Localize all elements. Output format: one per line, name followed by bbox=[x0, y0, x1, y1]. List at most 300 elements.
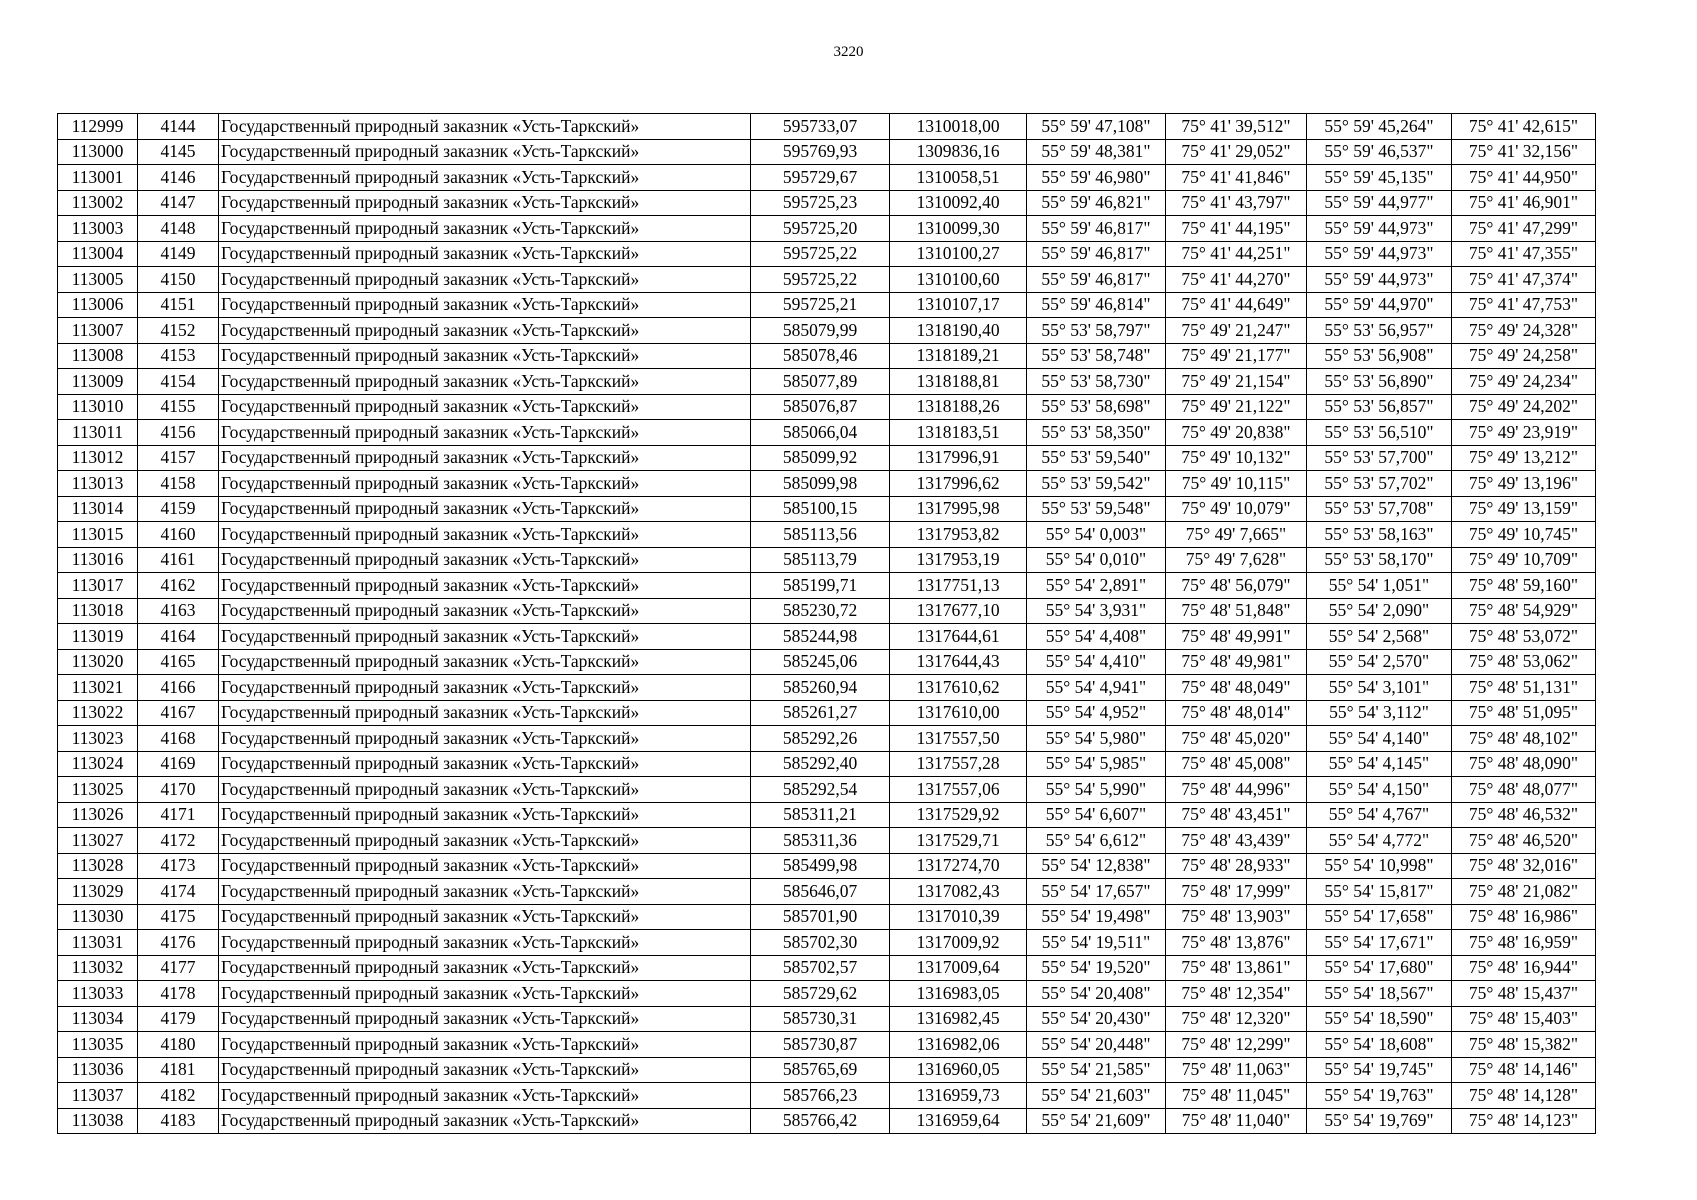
reserve-name-cell: Государственный природный заказник «Усть-Таркский» bbox=[219, 573, 751, 599]
y-coordinate-cell: 1317677,10 bbox=[890, 598, 1027, 624]
longitude-2-cell: 75° 48' 15,382" bbox=[1452, 1032, 1596, 1058]
latitude-1-cell: 55° 54' 6,607" bbox=[1027, 802, 1166, 828]
point-number-cell: 4181 bbox=[138, 1057, 219, 1083]
y-coordinate-cell: 1317557,06 bbox=[890, 777, 1027, 803]
row-number-cell: 113024 bbox=[58, 751, 138, 777]
latitude-1-cell: 55° 54' 17,657" bbox=[1027, 879, 1166, 905]
page-number: 3220 bbox=[833, 44, 864, 60]
point-number-cell: 4171 bbox=[138, 802, 219, 828]
table-row bbox=[58, 190, 1596, 216]
point-number-cell: 4179 bbox=[138, 1006, 219, 1032]
latitude-2-cell: 55° 53' 57,708" bbox=[1307, 496, 1452, 522]
longitude-1-cell: 75° 49' 20,838" bbox=[1166, 420, 1307, 446]
point-number-cell: 4148 bbox=[138, 216, 219, 242]
longitude-1-cell: 75° 41' 39,512" bbox=[1166, 114, 1307, 140]
reserve-name-cell: Государственный природный заказник «Усть-Таркский» bbox=[219, 369, 751, 395]
latitude-1-cell: 55° 54' 5,985" bbox=[1027, 751, 1166, 777]
table-row bbox=[58, 675, 1596, 701]
row-number-cell: 113031 bbox=[58, 930, 138, 956]
row-number-cell: 113013 bbox=[58, 471, 138, 497]
latitude-2-cell: 55° 54' 17,680" bbox=[1307, 955, 1452, 981]
y-coordinate-cell: 1317953,82 bbox=[890, 522, 1027, 548]
point-number-cell: 4161 bbox=[138, 547, 219, 573]
longitude-2-cell: 75° 41' 46,901" bbox=[1452, 190, 1596, 216]
reserve-name-cell: Государственный природный заказник «Усть-Таркский» bbox=[219, 802, 751, 828]
longitude-1-cell: 75° 41' 44,649" bbox=[1166, 292, 1307, 318]
x-coordinate-cell: 585078,46 bbox=[751, 343, 890, 369]
latitude-2-cell: 55° 59' 46,537" bbox=[1307, 139, 1452, 165]
latitude-1-cell: 55° 54' 20,430" bbox=[1027, 1006, 1166, 1032]
reserve-name-cell: Государственный природный заказник «Усть-Таркский» bbox=[219, 751, 751, 777]
table-row bbox=[58, 828, 1596, 854]
row-number-cell: 113009 bbox=[58, 369, 138, 395]
longitude-1-cell: 75° 48' 12,299" bbox=[1166, 1032, 1307, 1058]
y-coordinate-cell: 1317610,62 bbox=[890, 675, 1027, 701]
latitude-1-cell: 55° 53' 58,730" bbox=[1027, 369, 1166, 395]
table-row bbox=[58, 1057, 1596, 1083]
y-coordinate-cell: 1318190,40 bbox=[890, 318, 1027, 344]
latitude-1-cell: 55° 54' 4,941" bbox=[1027, 675, 1166, 701]
x-coordinate-cell: 585099,98 bbox=[751, 471, 890, 497]
latitude-1-cell: 55° 54' 20,448" bbox=[1027, 1032, 1166, 1058]
reserve-name-cell: Государственный природный заказник «Усть-Таркский» bbox=[219, 445, 751, 471]
row-number-cell: 113021 bbox=[58, 675, 138, 701]
longitude-1-cell: 75° 49' 7,628" bbox=[1166, 547, 1307, 573]
latitude-2-cell: 55° 53' 57,702" bbox=[1307, 471, 1452, 497]
longitude-2-cell: 75° 48' 59,160" bbox=[1452, 573, 1596, 599]
latitude-1-cell: 55° 59' 46,821" bbox=[1027, 190, 1166, 216]
longitude-2-cell: 75° 48' 16,959" bbox=[1452, 930, 1596, 956]
longitude-1-cell: 75° 48' 13,876" bbox=[1166, 930, 1307, 956]
reserve-name-cell: Государственный природный заказник «Усть-Таркский» bbox=[219, 114, 751, 140]
table-row bbox=[58, 802, 1596, 828]
latitude-1-cell: 55° 54' 20,408" bbox=[1027, 981, 1166, 1007]
latitude-1-cell: 55° 59' 46,817" bbox=[1027, 267, 1166, 293]
reserve-name-cell: Государственный природный заказник «Усть-Таркский» bbox=[219, 1108, 751, 1134]
longitude-2-cell: 75° 41' 42,615" bbox=[1452, 114, 1596, 140]
row-number-cell: 113018 bbox=[58, 598, 138, 624]
x-coordinate-cell: 595769,93 bbox=[751, 139, 890, 165]
point-number-cell: 4166 bbox=[138, 675, 219, 701]
reserve-name-cell: Государственный природный заказник «Усть-Таркский» bbox=[219, 420, 751, 446]
row-number-cell: 113010 bbox=[58, 394, 138, 420]
latitude-2-cell: 55° 54' 3,101" bbox=[1307, 675, 1452, 701]
longitude-1-cell: 75° 48' 48,014" bbox=[1166, 700, 1307, 726]
y-coordinate-cell: 1317996,62 bbox=[890, 471, 1027, 497]
table-row bbox=[58, 955, 1596, 981]
x-coordinate-cell: 585099,92 bbox=[751, 445, 890, 471]
x-coordinate-cell: 595729,67 bbox=[751, 165, 890, 191]
longitude-1-cell: 75° 49' 21,122" bbox=[1166, 394, 1307, 420]
longitude-1-cell: 75° 48' 11,040" bbox=[1166, 1108, 1307, 1134]
row-number-cell: 113015 bbox=[58, 522, 138, 548]
row-number-cell: 113033 bbox=[58, 981, 138, 1007]
reserve-name-cell: Государственный природный заказник «Усть-Таркский» bbox=[219, 343, 751, 369]
y-coordinate-cell: 1316982,45 bbox=[890, 1006, 1027, 1032]
reserve-name-cell: Государственный природный заказник «Усть-Таркский» bbox=[219, 292, 751, 318]
reserve-name-cell: Государственный природный заказник «Усть-Таркский» bbox=[219, 139, 751, 165]
latitude-1-cell: 55° 54' 2,891" bbox=[1027, 573, 1166, 599]
x-coordinate-cell: 595725,22 bbox=[751, 267, 890, 293]
table-row bbox=[58, 114, 1596, 140]
point-number-cell: 4180 bbox=[138, 1032, 219, 1058]
x-coordinate-cell: 585261,27 bbox=[751, 700, 890, 726]
reserve-name-cell: Государственный природный заказник «Усть-Таркский» bbox=[219, 1083, 751, 1109]
longitude-2-cell: 75° 48' 32,016" bbox=[1452, 853, 1596, 879]
longitude-2-cell: 75° 49' 24,328" bbox=[1452, 318, 1596, 344]
latitude-2-cell: 55° 54' 19,745" bbox=[1307, 1057, 1452, 1083]
row-number-cell: 113017 bbox=[58, 573, 138, 599]
latitude-2-cell: 55° 54' 2,090" bbox=[1307, 598, 1452, 624]
longitude-1-cell: 75° 48' 28,933" bbox=[1166, 853, 1307, 879]
longitude-1-cell: 75° 41' 41,846" bbox=[1166, 165, 1307, 191]
reserve-name-cell: Государственный природный заказник «Усть-Таркский» bbox=[219, 547, 751, 573]
point-number-cell: 4168 bbox=[138, 726, 219, 752]
latitude-2-cell: 55° 54' 2,570" bbox=[1307, 649, 1452, 675]
y-coordinate-cell: 1317995,98 bbox=[890, 496, 1027, 522]
table-row bbox=[58, 573, 1596, 599]
y-coordinate-cell: 1316983,05 bbox=[890, 981, 1027, 1007]
point-number-cell: 4182 bbox=[138, 1083, 219, 1109]
reserve-name-cell: Государственный природный заказник «Усть-Таркский» bbox=[219, 675, 751, 701]
table-row bbox=[58, 777, 1596, 803]
row-number-cell: 113008 bbox=[58, 343, 138, 369]
row-number-cell: 113004 bbox=[58, 241, 138, 267]
table-row bbox=[58, 1083, 1596, 1109]
y-coordinate-cell: 1317529,92 bbox=[890, 802, 1027, 828]
x-coordinate-cell: 585079,99 bbox=[751, 318, 890, 344]
y-coordinate-cell: 1317557,28 bbox=[890, 751, 1027, 777]
x-coordinate-cell: 585100,15 bbox=[751, 496, 890, 522]
y-coordinate-cell: 1318189,21 bbox=[890, 343, 1027, 369]
latitude-1-cell: 55° 54' 5,990" bbox=[1027, 777, 1166, 803]
y-coordinate-cell: 1310058,51 bbox=[890, 165, 1027, 191]
row-number-cell: 113029 bbox=[58, 879, 138, 905]
point-number-cell: 4183 bbox=[138, 1108, 219, 1134]
reserve-name-cell: Государственный природный заказник «Усть-Таркский» bbox=[219, 1032, 751, 1058]
x-coordinate-cell: 585292,54 bbox=[751, 777, 890, 803]
point-number-cell: 4144 bbox=[138, 114, 219, 140]
reserve-name-cell: Государственный природный заказник «Усть-Таркский» bbox=[219, 1006, 751, 1032]
latitude-1-cell: 55° 53' 59,540" bbox=[1027, 445, 1166, 471]
x-coordinate-cell: 585311,36 bbox=[751, 828, 890, 854]
latitude-2-cell: 55° 54' 17,658" bbox=[1307, 904, 1452, 930]
table-row bbox=[58, 751, 1596, 777]
reserve-name-cell: Государственный природный заказник «Усть-Таркский» bbox=[219, 930, 751, 956]
x-coordinate-cell: 585702,57 bbox=[751, 955, 890, 981]
point-number-cell: 4172 bbox=[138, 828, 219, 854]
point-number-cell: 4165 bbox=[138, 649, 219, 675]
y-coordinate-cell: 1317644,61 bbox=[890, 624, 1027, 650]
reserve-name-cell: Государственный природный заказник «Усть-Таркский» bbox=[219, 190, 751, 216]
longitude-1-cell: 75° 41' 43,797" bbox=[1166, 190, 1307, 216]
row-number-cell: 113023 bbox=[58, 726, 138, 752]
latitude-1-cell: 55° 59' 46,980" bbox=[1027, 165, 1166, 191]
table-row bbox=[58, 930, 1596, 956]
latitude-2-cell: 55° 54' 4,150" bbox=[1307, 777, 1452, 803]
point-number-cell: 4158 bbox=[138, 471, 219, 497]
longitude-2-cell: 75° 48' 21,082" bbox=[1452, 879, 1596, 905]
longitude-2-cell: 75° 48' 46,520" bbox=[1452, 828, 1596, 854]
reserve-name-cell: Государственный природный заказник «Усть-Таркский» bbox=[219, 879, 751, 905]
reserve-name-cell: Государственный природный заказник «Усть-Таркский» bbox=[219, 241, 751, 267]
latitude-2-cell: 55° 54' 19,763" bbox=[1307, 1083, 1452, 1109]
y-coordinate-cell: 1317274,70 bbox=[890, 853, 1027, 879]
longitude-2-cell: 75° 48' 16,986" bbox=[1452, 904, 1596, 930]
row-number-cell: 113035 bbox=[58, 1032, 138, 1058]
y-coordinate-cell: 1316982,06 bbox=[890, 1032, 1027, 1058]
longitude-1-cell: 75° 49' 21,154" bbox=[1166, 369, 1307, 395]
longitude-1-cell: 75° 48' 43,451" bbox=[1166, 802, 1307, 828]
reserve-name-cell: Государственный природный заказник «Усть-Таркский» bbox=[219, 496, 751, 522]
row-number-cell: 113011 bbox=[58, 420, 138, 446]
point-number-cell: 4159 bbox=[138, 496, 219, 522]
row-number-cell: 113016 bbox=[58, 547, 138, 573]
latitude-2-cell: 55° 53' 56,510" bbox=[1307, 420, 1452, 446]
latitude-1-cell: 55° 54' 19,520" bbox=[1027, 955, 1166, 981]
latitude-1-cell: 55° 59' 48,381" bbox=[1027, 139, 1166, 165]
latitude-2-cell: 55° 59' 44,977" bbox=[1307, 190, 1452, 216]
latitude-2-cell: 55° 54' 17,671" bbox=[1307, 930, 1452, 956]
table-row bbox=[58, 1006, 1596, 1032]
point-number-cell: 4160 bbox=[138, 522, 219, 548]
y-coordinate-cell: 1316959,64 bbox=[890, 1108, 1027, 1134]
x-coordinate-cell: 585766,23 bbox=[751, 1083, 890, 1109]
latitude-1-cell: 55° 54' 21,585" bbox=[1027, 1057, 1166, 1083]
point-number-cell: 4176 bbox=[138, 930, 219, 956]
x-coordinate-cell: 585499,98 bbox=[751, 853, 890, 879]
longitude-2-cell: 75° 48' 46,532" bbox=[1452, 802, 1596, 828]
longitude-1-cell: 75° 48' 49,991" bbox=[1166, 624, 1307, 650]
table-row bbox=[58, 547, 1596, 573]
x-coordinate-cell: 585230,72 bbox=[751, 598, 890, 624]
point-number-cell: 4154 bbox=[138, 369, 219, 395]
table-row bbox=[58, 318, 1596, 344]
y-coordinate-cell: 1316960,05 bbox=[890, 1057, 1027, 1083]
longitude-2-cell: 75° 48' 51,095" bbox=[1452, 700, 1596, 726]
latitude-1-cell: 55° 53' 59,542" bbox=[1027, 471, 1166, 497]
latitude-2-cell: 55° 53' 58,163" bbox=[1307, 522, 1452, 548]
longitude-2-cell: 75° 49' 23,919" bbox=[1452, 420, 1596, 446]
y-coordinate-cell: 1317557,50 bbox=[890, 726, 1027, 752]
x-coordinate-cell: 585260,94 bbox=[751, 675, 890, 701]
latitude-1-cell: 55° 59' 46,817" bbox=[1027, 216, 1166, 242]
latitude-2-cell: 55° 59' 44,973" bbox=[1307, 216, 1452, 242]
longitude-2-cell: 75° 41' 47,374" bbox=[1452, 267, 1596, 293]
table-row bbox=[58, 1032, 1596, 1058]
y-coordinate-cell: 1309836,16 bbox=[890, 139, 1027, 165]
y-coordinate-cell: 1317009,64 bbox=[890, 955, 1027, 981]
y-coordinate-cell: 1317610,00 bbox=[890, 700, 1027, 726]
longitude-1-cell: 75° 48' 43,439" bbox=[1166, 828, 1307, 854]
row-number-cell: 112999 bbox=[58, 114, 138, 140]
latitude-2-cell: 55° 53' 57,700" bbox=[1307, 445, 1452, 471]
point-number-cell: 4175 bbox=[138, 904, 219, 930]
point-number-cell: 4169 bbox=[138, 751, 219, 777]
reserve-name-cell: Государственный природный заказник «Усть-Таркский» bbox=[219, 394, 751, 420]
latitude-2-cell: 55° 59' 44,970" bbox=[1307, 292, 1452, 318]
row-number-cell: 113012 bbox=[58, 445, 138, 471]
longitude-2-cell: 75° 48' 54,929" bbox=[1452, 598, 1596, 624]
x-coordinate-cell: 585199,71 bbox=[751, 573, 890, 599]
y-coordinate-cell: 1318183,51 bbox=[890, 420, 1027, 446]
y-coordinate-cell: 1317010,39 bbox=[890, 904, 1027, 930]
row-number-cell: 113006 bbox=[58, 292, 138, 318]
table-row bbox=[58, 394, 1596, 420]
latitude-1-cell: 55° 59' 46,817" bbox=[1027, 241, 1166, 267]
table-row bbox=[58, 496, 1596, 522]
latitude-1-cell: 55° 54' 0,010" bbox=[1027, 547, 1166, 573]
table-row bbox=[58, 904, 1596, 930]
longitude-2-cell: 75° 48' 16,944" bbox=[1452, 955, 1596, 981]
table-row bbox=[58, 343, 1596, 369]
latitude-1-cell: 55° 54' 19,511" bbox=[1027, 930, 1166, 956]
point-number-cell: 4167 bbox=[138, 700, 219, 726]
longitude-2-cell: 75° 48' 53,072" bbox=[1452, 624, 1596, 650]
y-coordinate-cell: 1317953,19 bbox=[890, 547, 1027, 573]
latitude-1-cell: 55° 54' 4,410" bbox=[1027, 649, 1166, 675]
row-number-cell: 113020 bbox=[58, 649, 138, 675]
reserve-name-cell: Государственный природный заказник «Усть-Таркский» bbox=[219, 853, 751, 879]
row-number-cell: 113022 bbox=[58, 700, 138, 726]
reserve-name-cell: Государственный природный заказник «Усть-Таркский» bbox=[219, 1057, 751, 1083]
longitude-2-cell: 75° 41' 44,950" bbox=[1452, 165, 1596, 191]
x-coordinate-cell: 595725,22 bbox=[751, 241, 890, 267]
table-row bbox=[58, 292, 1596, 318]
latitude-1-cell: 55° 54' 3,931" bbox=[1027, 598, 1166, 624]
latitude-2-cell: 55° 53' 56,957" bbox=[1307, 318, 1452, 344]
y-coordinate-cell: 1310092,40 bbox=[890, 190, 1027, 216]
latitude-1-cell: 55° 54' 19,498" bbox=[1027, 904, 1166, 930]
table-row bbox=[58, 522, 1596, 548]
longitude-2-cell: 75° 49' 24,234" bbox=[1452, 369, 1596, 395]
reserve-name-cell: Государственный природный заказник «Усть-Таркский» bbox=[219, 522, 751, 548]
longitude-2-cell: 75° 49' 10,745" bbox=[1452, 522, 1596, 548]
longitude-1-cell: 75° 48' 45,008" bbox=[1166, 751, 1307, 777]
longitude-1-cell: 75° 48' 51,848" bbox=[1166, 598, 1307, 624]
x-coordinate-cell: 585729,62 bbox=[751, 981, 890, 1007]
point-number-cell: 4174 bbox=[138, 879, 219, 905]
table-row bbox=[58, 165, 1596, 191]
y-coordinate-cell: 1318188,26 bbox=[890, 394, 1027, 420]
point-number-cell: 4177 bbox=[138, 955, 219, 981]
latitude-2-cell: 55° 54' 4,767" bbox=[1307, 802, 1452, 828]
x-coordinate-cell: 585292,40 bbox=[751, 751, 890, 777]
latitude-2-cell: 55° 59' 45,135" bbox=[1307, 165, 1452, 191]
row-number-cell: 113032 bbox=[58, 955, 138, 981]
longitude-1-cell: 75° 49' 21,247" bbox=[1166, 318, 1307, 344]
reserve-name-cell: Государственный природный заказник «Усть-Таркский» bbox=[219, 777, 751, 803]
reserve-name-cell: Государственный природный заказник «Усть-Таркский» bbox=[219, 649, 751, 675]
latitude-1-cell: 55° 54' 21,609" bbox=[1027, 1108, 1166, 1134]
longitude-1-cell: 75° 41' 44,251" bbox=[1166, 241, 1307, 267]
y-coordinate-cell: 1317751,13 bbox=[890, 573, 1027, 599]
longitude-2-cell: 75° 49' 13,196" bbox=[1452, 471, 1596, 497]
longitude-2-cell: 75° 48' 14,128" bbox=[1452, 1083, 1596, 1109]
y-coordinate-cell: 1317082,43 bbox=[890, 879, 1027, 905]
row-number-cell: 113038 bbox=[58, 1108, 138, 1134]
x-coordinate-cell: 585730,31 bbox=[751, 1006, 890, 1032]
longitude-1-cell: 75° 48' 12,354" bbox=[1166, 981, 1307, 1007]
table-row bbox=[58, 241, 1596, 267]
table-row bbox=[58, 471, 1596, 497]
longitude-1-cell: 75° 49' 10,115" bbox=[1166, 471, 1307, 497]
longitude-2-cell: 75° 41' 47,753" bbox=[1452, 292, 1596, 318]
reserve-name-cell: Государственный природный заказник «Усть-Таркский» bbox=[219, 624, 751, 650]
point-number-cell: 4151 bbox=[138, 292, 219, 318]
longitude-1-cell: 75° 48' 13,861" bbox=[1166, 955, 1307, 981]
x-coordinate-cell: 585730,87 bbox=[751, 1032, 890, 1058]
latitude-2-cell: 55° 53' 56,908" bbox=[1307, 343, 1452, 369]
x-coordinate-cell: 585766,42 bbox=[751, 1108, 890, 1134]
longitude-2-cell: 75° 48' 51,131" bbox=[1452, 675, 1596, 701]
x-coordinate-cell: 585066,04 bbox=[751, 420, 890, 446]
table-row bbox=[58, 267, 1596, 293]
longitude-1-cell: 75° 41' 44,195" bbox=[1166, 216, 1307, 242]
latitude-2-cell: 55° 54' 1,051" bbox=[1307, 573, 1452, 599]
x-coordinate-cell: 585765,69 bbox=[751, 1057, 890, 1083]
reserve-name-cell: Государственный природный заказник «Усть-Таркский» bbox=[219, 165, 751, 191]
latitude-2-cell: 55° 59' 44,973" bbox=[1307, 241, 1452, 267]
point-number-cell: 4152 bbox=[138, 318, 219, 344]
longitude-1-cell: 75° 48' 12,320" bbox=[1166, 1006, 1307, 1032]
reserve-name-cell: Государственный природный заказник «Усть-Таркский» bbox=[219, 904, 751, 930]
table-row bbox=[58, 649, 1596, 675]
latitude-1-cell: 55° 54' 21,603" bbox=[1027, 1083, 1166, 1109]
point-number-cell: 4149 bbox=[138, 241, 219, 267]
longitude-2-cell: 75° 48' 48,077" bbox=[1452, 777, 1596, 803]
latitude-1-cell: 55° 59' 46,814" bbox=[1027, 292, 1166, 318]
table-row bbox=[58, 598, 1596, 624]
latitude-1-cell: 55° 54' 6,612" bbox=[1027, 828, 1166, 854]
y-coordinate-cell: 1310107,17 bbox=[890, 292, 1027, 318]
x-coordinate-cell: 585646,07 bbox=[751, 879, 890, 905]
longitude-2-cell: 75° 41' 47,299" bbox=[1452, 216, 1596, 242]
longitude-2-cell: 75° 49' 13,212" bbox=[1452, 445, 1596, 471]
point-number-cell: 4155 bbox=[138, 394, 219, 420]
x-coordinate-cell: 585113,79 bbox=[751, 547, 890, 573]
x-coordinate-cell: 585244,98 bbox=[751, 624, 890, 650]
longitude-1-cell: 75° 49' 10,079" bbox=[1166, 496, 1307, 522]
latitude-2-cell: 55° 54' 4,140" bbox=[1307, 726, 1452, 752]
longitude-2-cell: 75° 48' 53,062" bbox=[1452, 649, 1596, 675]
longitude-1-cell: 75° 48' 48,049" bbox=[1166, 675, 1307, 701]
longitude-2-cell: 75° 48' 48,090" bbox=[1452, 751, 1596, 777]
longitude-2-cell: 75° 48' 15,437" bbox=[1452, 981, 1596, 1007]
latitude-1-cell: 55° 53' 58,748" bbox=[1027, 343, 1166, 369]
latitude-1-cell: 55° 53' 58,350" bbox=[1027, 420, 1166, 446]
latitude-1-cell: 55° 59' 47,108" bbox=[1027, 114, 1166, 140]
longitude-2-cell: 75° 49' 24,258" bbox=[1452, 343, 1596, 369]
y-coordinate-cell: 1316959,73 bbox=[890, 1083, 1027, 1109]
table-row bbox=[58, 216, 1596, 242]
table-row bbox=[58, 853, 1596, 879]
row-number-cell: 113002 bbox=[58, 190, 138, 216]
reserve-name-cell: Государственный природный заказник «Усть-Таркский» bbox=[219, 700, 751, 726]
x-coordinate-cell: 585701,90 bbox=[751, 904, 890, 930]
longitude-2-cell: 75° 48' 48,102" bbox=[1452, 726, 1596, 752]
row-number-cell: 113036 bbox=[58, 1057, 138, 1083]
point-number-cell: 4164 bbox=[138, 624, 219, 650]
longitude-1-cell: 75° 48' 44,996" bbox=[1166, 777, 1307, 803]
point-number-cell: 4178 bbox=[138, 981, 219, 1007]
table-row bbox=[58, 879, 1596, 905]
latitude-2-cell: 55° 54' 15,817" bbox=[1307, 879, 1452, 905]
longitude-1-cell: 75° 48' 45,020" bbox=[1166, 726, 1307, 752]
latitude-1-cell: 55° 53' 59,548" bbox=[1027, 496, 1166, 522]
longitude-2-cell: 75° 48' 14,123" bbox=[1452, 1108, 1596, 1134]
latitude-2-cell: 55° 53' 58,170" bbox=[1307, 547, 1452, 573]
